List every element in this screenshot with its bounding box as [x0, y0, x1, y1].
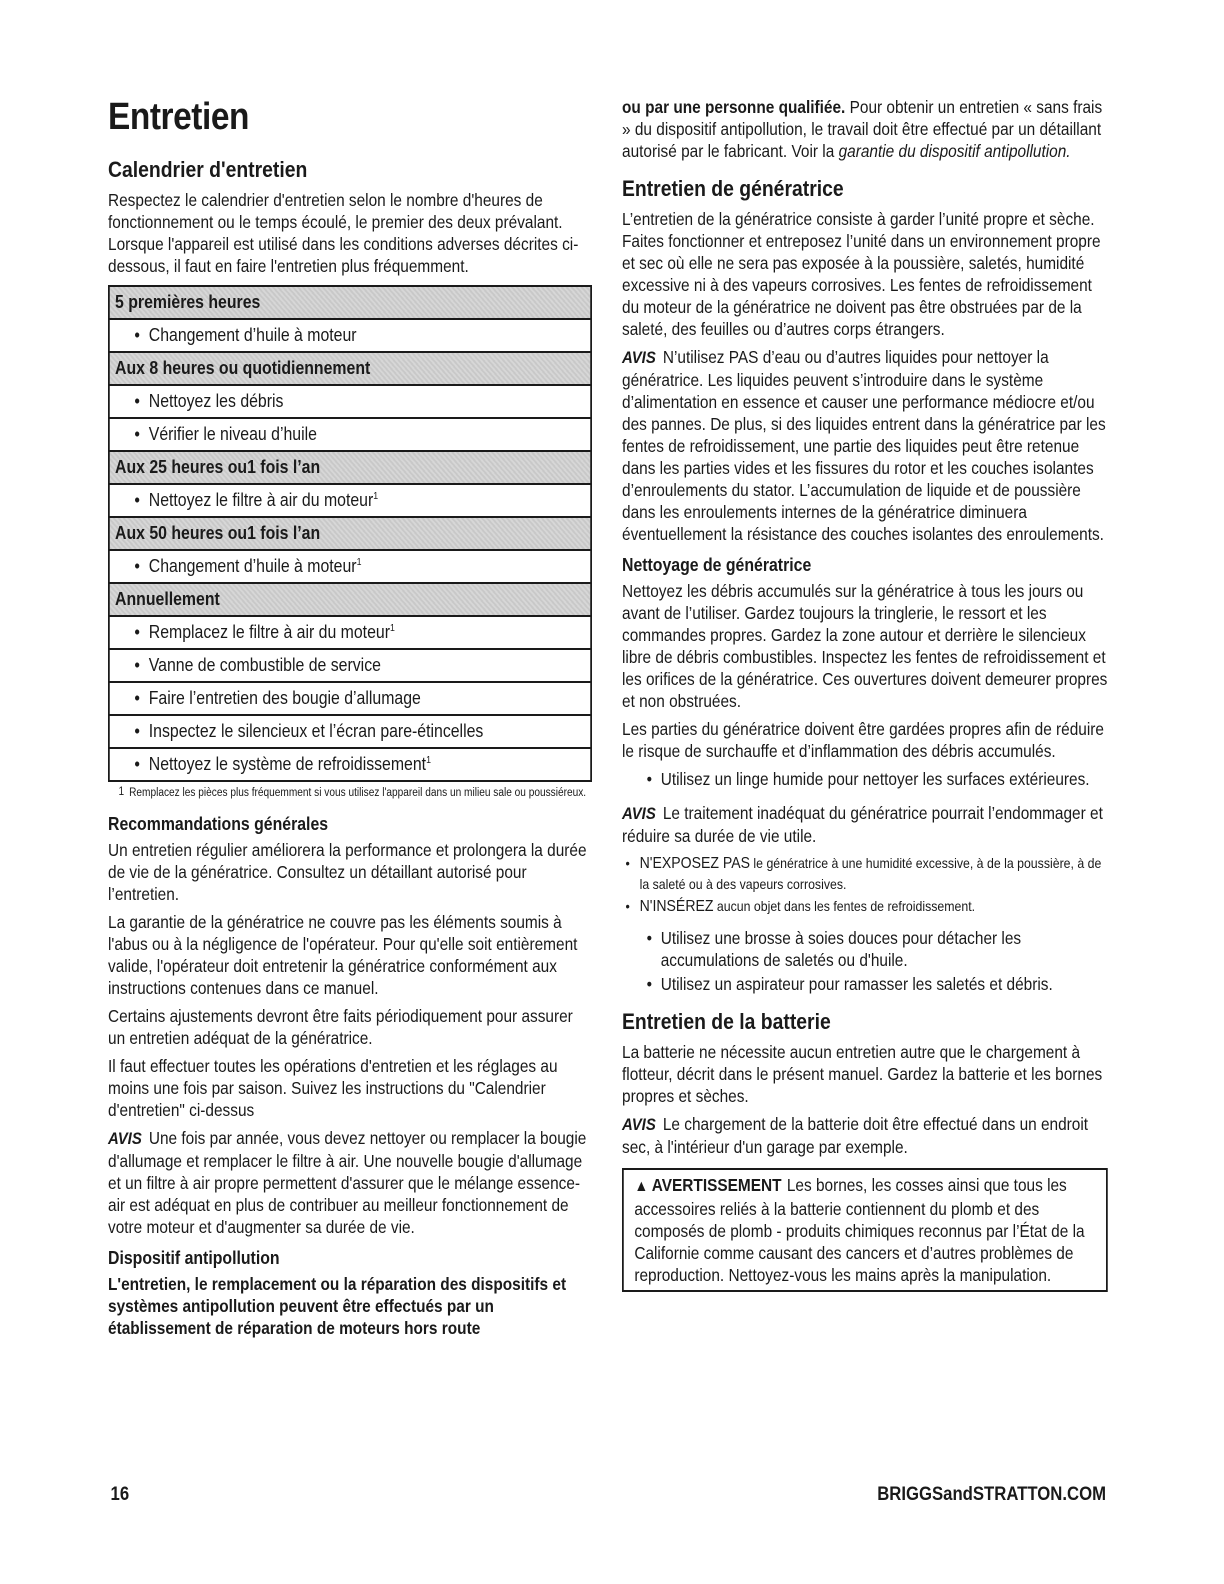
- warning-title: AVERTISSEMENT: [651, 1175, 782, 1195]
- table-row: [109, 616, 591, 649]
- table-row: [109, 484, 591, 517]
- schedule-task: • Changement d’huile à moteur$^1$: [109, 550, 591, 583]
- schedule-task: • Nettoyez les débris: [109, 385, 591, 418]
- schedule-intro: Respectez le calendrier d'entretien selon le nombre d'heures de fonctionnement ou le temps écoulé, le premier des deux prévalant. Lorsque l'appareil est utilisé dans les conditions adverses décrites ci-dessous, il faut en faire l'entretien plus fréquemment.: [108, 190, 579, 276]
- schedule-task: • Vanne de combustible de service: [109, 649, 591, 682]
- general-recommendations-heading: Recommandations générales: [108, 814, 329, 834]
- schedule-task: • Nettoyez le système de refroidissement$^1$: [109, 748, 591, 781]
- schedule-heading: Calendrier d'entretien: [108, 157, 308, 182]
- schedule-interval-header: Aux 25 heures ou1 fois l’an: [109, 451, 591, 484]
- page-title: Entretien: [108, 96, 249, 138]
- cleaning-list: [622, 768, 1108, 790]
- schedule-interval-header: Aux 8 heures ou quotidiennement: [109, 352, 591, 385]
- left-column: [108, 96, 592, 1345]
- schedule-task: • Nettoyez le filtre à air du moteur$^1$: [109, 484, 591, 517]
- maintenance-schedule-table: [108, 285, 592, 782]
- table-row: [109, 715, 591, 748]
- right-column: [622, 96, 1108, 1292]
- avis-label: AVIS: [622, 1115, 656, 1134]
- table-row: [109, 418, 591, 451]
- caution-list: [622, 853, 1108, 917]
- schedule-task: • Faire l’entretien des bougie d’allumage: [109, 682, 591, 715]
- table-row: [109, 385, 591, 418]
- avis-label: AVIS: [622, 348, 656, 367]
- paragraph: L’entretien de la génératrice consiste à garder l’unité propre et sèche. Faites fonctionner et entreposez l’unité dans un environnement propre et sec où elle ne sera pas exposée à la poussière, saletés, humidité excessive ni à des vapeurs corrosives. Les fentes de refroidissement du moteur de la génératrice ne doivent pas être obstruées par de la saleté, des feuilles ou d’autres corps étrangers.: [622, 209, 1101, 339]
- schedule-interval-header: Annuellement: [109, 583, 591, 616]
- avis-label: AVIS: [108, 1129, 142, 1148]
- website-link: BRIGGSandSTRATTON.COM: [877, 1484, 1106, 1505]
- warning-triangle-icon: ▲: [634, 1178, 649, 1195]
- paragraph: Certains ajustements devront être faits périodiquement pour assurer un entretien adéquat de la génératrice.: [108, 1006, 573, 1048]
- generator-maintenance-heading: Entretien de génératrice: [622, 176, 844, 201]
- emissions-continued: ou par une personne qualifiée. Pour obtenir un entretien « sans frais » du dispositif antipollution, le travail doit être effectué par un détaillant autorisé par le fabricant. Voir la garantie du dispositif antipollution.: [622, 97, 1103, 161]
- avis-notice: AVIS N’utilisez PAS d’eau ou d’autres liquides pour nettoyer la génératrice. Les liquides peuvent s’introduire dans le système d’alimentation en essence et causer une performance médiocre et/ou des pannes. De plus, si des liquides entrent dans la génératrice par les fentes de refroidissement, une partie des liquides peut être retenue dans les parties vides et les fissures du rotor et les couches isolantes d’enroulements du stator. L’accumulation de liquide et de poussière dans les enroulements internes de la génératrice diminuera éventuellement la résistance des couches isolantes des enroulements.: [622, 347, 1106, 544]
- emissions-heading: Dispositif antipollution: [108, 1248, 280, 1268]
- list-item: • N'INSÉREZ aucun objet dans les fentes de refroidissement.: [640, 896, 1108, 917]
- cleaning-list: [622, 927, 1108, 995]
- schedule-interval-header: 5 premières heures: [109, 286, 591, 319]
- paragraph: La garantie de la génératrice ne couvre pas les éléments soumis à l'abus ou à la négligence de l'opérateur. Pour qu'elle soit entièrement valide, l'opérateur doit entretenir la génératrice conformément aux instructions contenues dans ce manuel.: [108, 912, 578, 998]
- avis-label: AVIS: [622, 804, 656, 823]
- table-row: [109, 517, 591, 550]
- paragraph: La batterie ne nécessite aucun entretien autre que le chargement à flotteur, décrit dans le présent manuel. Gardez la batterie et les bornes propres et sèches.: [622, 1042, 1103, 1106]
- list-item: • Utilisez un linge humide pour nettoyer les surfaces extérieures.: [661, 768, 1108, 790]
- table-row: [109, 748, 591, 781]
- page-number: 16: [110, 1484, 130, 1505]
- schedule-task: • Remplacez le filtre à air du moteur$^1$: [109, 616, 591, 649]
- paragraph: Nettoyez les débris accumulés sur la génératrice à tous les jours ou avant de l’utiliser. Gardez toujours la tringlerie, le ressort et les commandes propres. Gardez la zone autour et derrière le silencieux libre de débris combustibles. Inspectez les fentes de refroidissement et les orifices de la génératrice. Ces ouvertures doivent demeurer propres et non obstruées.: [622, 581, 1108, 711]
- table-row: [109, 583, 591, 616]
- battery-maintenance-heading: Entretien de la batterie: [622, 1009, 831, 1034]
- emissions-bold-text: L'entretien, le remplacement ou la réparation des dispositifs et systèmes antipollution peuvent être effectués par un établissement de réparation de moteurs hors route: [108, 1274, 567, 1338]
- table-row: [109, 682, 591, 715]
- schedule-task: • Changement d’huile à moteur: [109, 319, 591, 352]
- list-item: • Utilisez un aspirateur pour ramasser les saletés et débris.: [661, 973, 1108, 995]
- table-row: [109, 649, 591, 682]
- schedule-interval-header: Aux 50 heures ou1 fois l’an: [109, 517, 591, 550]
- table-row: [109, 550, 591, 583]
- generator-cleaning-heading: Nettoyage de génératrice: [622, 555, 812, 575]
- table-row: [109, 451, 591, 484]
- table-row: [109, 319, 591, 352]
- paragraph: Les parties du génératrice doivent être gardées propres afin de réduire le risque de surchauffe et d’inflammation des débris accumulés.: [622, 719, 1104, 761]
- avis-notice: AVIS Le traitement inadéquat du génératrice pourrait l’endommager et réduire sa durée de vie utile.: [622, 803, 1103, 846]
- schedule-task: • Inspectez le silencieux et l’écran pare-étincelles: [109, 715, 591, 748]
- avis-notice: AVIS Le chargement de la batterie doit être effectué dans un endroit sec, à l'intérieur d'un garage par exemple.: [622, 1114, 1089, 1157]
- avis-notice: AVIS Une fois par année, vous devez nettoyer ou remplacer la bougie d'allumage et remplacer le filtre à air. Une nouvelle bougie d'allumage et un filtre à air propre permettent d'assurer que le mélange essence-air est adéquat en plus de contribuer au meilleur fonctionnement de votre moteur et d'augmenter sa durée de vie.: [108, 1128, 587, 1237]
- schedule-footnote: 1 Remplacez les pièces plus fréquemment si vous utilisez l'appareil dans un milieu sale ou poussiéreux.: [118, 786, 587, 799]
- list-item: • N'EXPOSEZ PAS le génératrice à une humidité excessive, à de la poussière, à de la saleté ou à des vapeurs corrosives.: [640, 853, 1108, 894]
- table-row: [109, 352, 591, 385]
- table-row: [109, 286, 591, 319]
- schedule-task: • Vérifier le niveau d’huile: [109, 418, 591, 451]
- paragraph: Un entretien régulier améliorera la performance et prolongera la durée de vie de la génératrice. Consultez un détaillant autorisé pour l’entretien.: [108, 840, 587, 904]
- paragraph: Il faut effectuer toutes les opérations d'entretien et les réglages au moins une fois par saison. Suivez les instructions du "Calendrier d'entretien" ci-dessus: [108, 1056, 558, 1120]
- warning-box: ▲ AVERTISSEMENT Les bornes, les cosses ainsi que tous les accessoires reliés à la batterie contiennent du plomb et des composés de plomb - produits chimiques reconnus par l’État de la Californie comme causant des cancers et d’autres problèmes de reproduction. Nettoyez-vous les mains après la manipulation.: [622, 1168, 1108, 1292]
- list-item: • Utilisez une brosse à soies douces pour détacher les accumulations de saletés ou d'huile.: [661, 927, 1108, 971]
